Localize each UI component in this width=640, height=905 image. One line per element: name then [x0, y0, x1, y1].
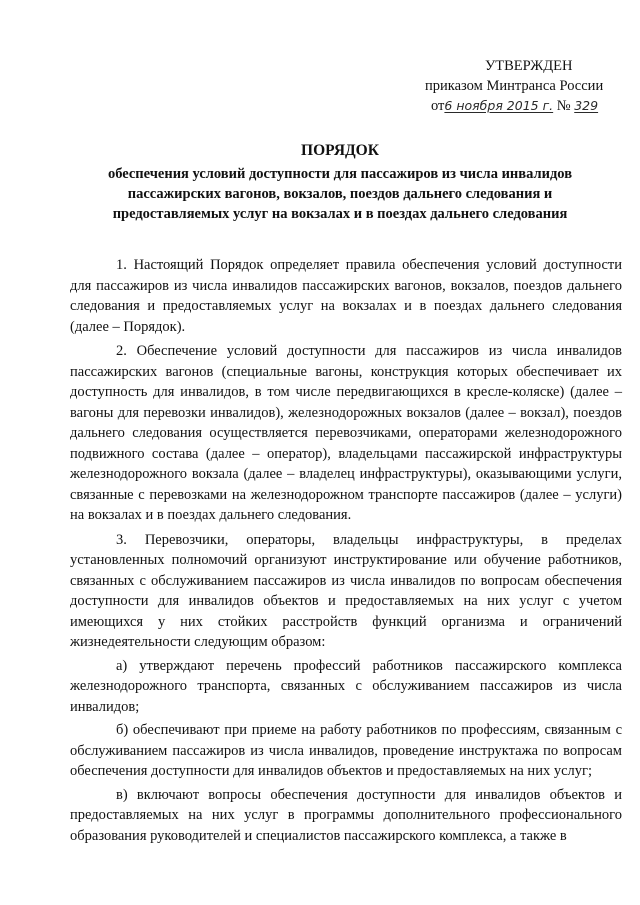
approval-title: УТВЕРЖДЕН [485, 58, 573, 74]
paragraph-1: 1. Настоящий Порядок определяет правила обеспечения условий доступности для пассажиров из числа инвалидов пассажирских вагонов, вокзалов, поездов дальнего следования и предоставляемых услуг на вокзалах и в поездах дальнего следования (далее – Порядок). [70, 257, 622, 335]
approval-date-line [425, 96, 620, 116]
approval-order: приказом Минтранса России [425, 78, 604, 94]
paragraph-2: 2. Обеспечение условий доступности для пассажиров из числа инвалидов пассажирских вагонов (специальные вагоны, конструкция которых обеспечивает их доступность для инвалидов, в том числе передвигающихся в кресле-коляске) (далее – вагоны для перевозки инвалидов), железнодорожных вокзалов (далее – вокзал), поездов дальнего следования осуществляется перевозчиками, операторами железнодорожного подвижного состава (далее – оператор), владельцами пассажирской инфраструктуры железнодорожного вокзала (далее – владелец инфраструктуры), оказывающими услуги, связанные с перевозками на железнодорожном транспорте пассажиров (далее – услуги) на вокзалах и в поездах дальнего следования. [70, 343, 622, 523]
document-title: ПОРЯДОК [301, 142, 379, 159]
date-prefix: от [431, 98, 445, 114]
approval-stamp [425, 56, 620, 116]
paragraph-3: 3. Перевозчики, операторы, владельцы инфраструктуры, в пределах установленных полномочий организуют инструктирование или обучение работников, связанных с обслуживанием пассажиров из числа инвалидов по вопросам обеспечения доступности для инвалидов объектов и предоставляемых на них услуг с учетом имеющихся у них стойких расстройств функций организма и ограничений жизнедеятельности следующим образом: [70, 531, 622, 650]
paragraph-3a: а) утверждают перечень профессий работников пассажирского комплекса железнодорожного транспорта, связанных с обслуживанием пассажиров из числа инвалидов; [70, 657, 622, 715]
paragraph-3c: в) включают вопросы обеспечения доступности для инвалидов объектов и предоставляемых на них услуг в программы дополнительного профессионального образования руководителей и специалистов пассажирского комплекса, а также в [70, 786, 622, 844]
number-prefix: № [556, 98, 571, 114]
document-body [70, 255, 622, 849]
document-subtitle: обеспечения условий доступности для пассажиров из числа инвалидов пассажирских вагонов, вокзалов, поездов дальнего следования и предоставляемых услуг на вокзалах и в поездах дальнего следования [107, 166, 573, 222]
handwritten-date: 6 ноября 2015 г. [444, 98, 554, 113]
paragraph-3b: б) обеспечивают при приеме на работу работников по профессиям, связанным с обслуживанием пассажиров из числа инвалидов, проведение инструктажа по вопросам обеспечения доступности для инвалидов объектов и предоставляемых на них услуг; [70, 722, 622, 779]
handwritten-number: 329 [574, 98, 599, 113]
